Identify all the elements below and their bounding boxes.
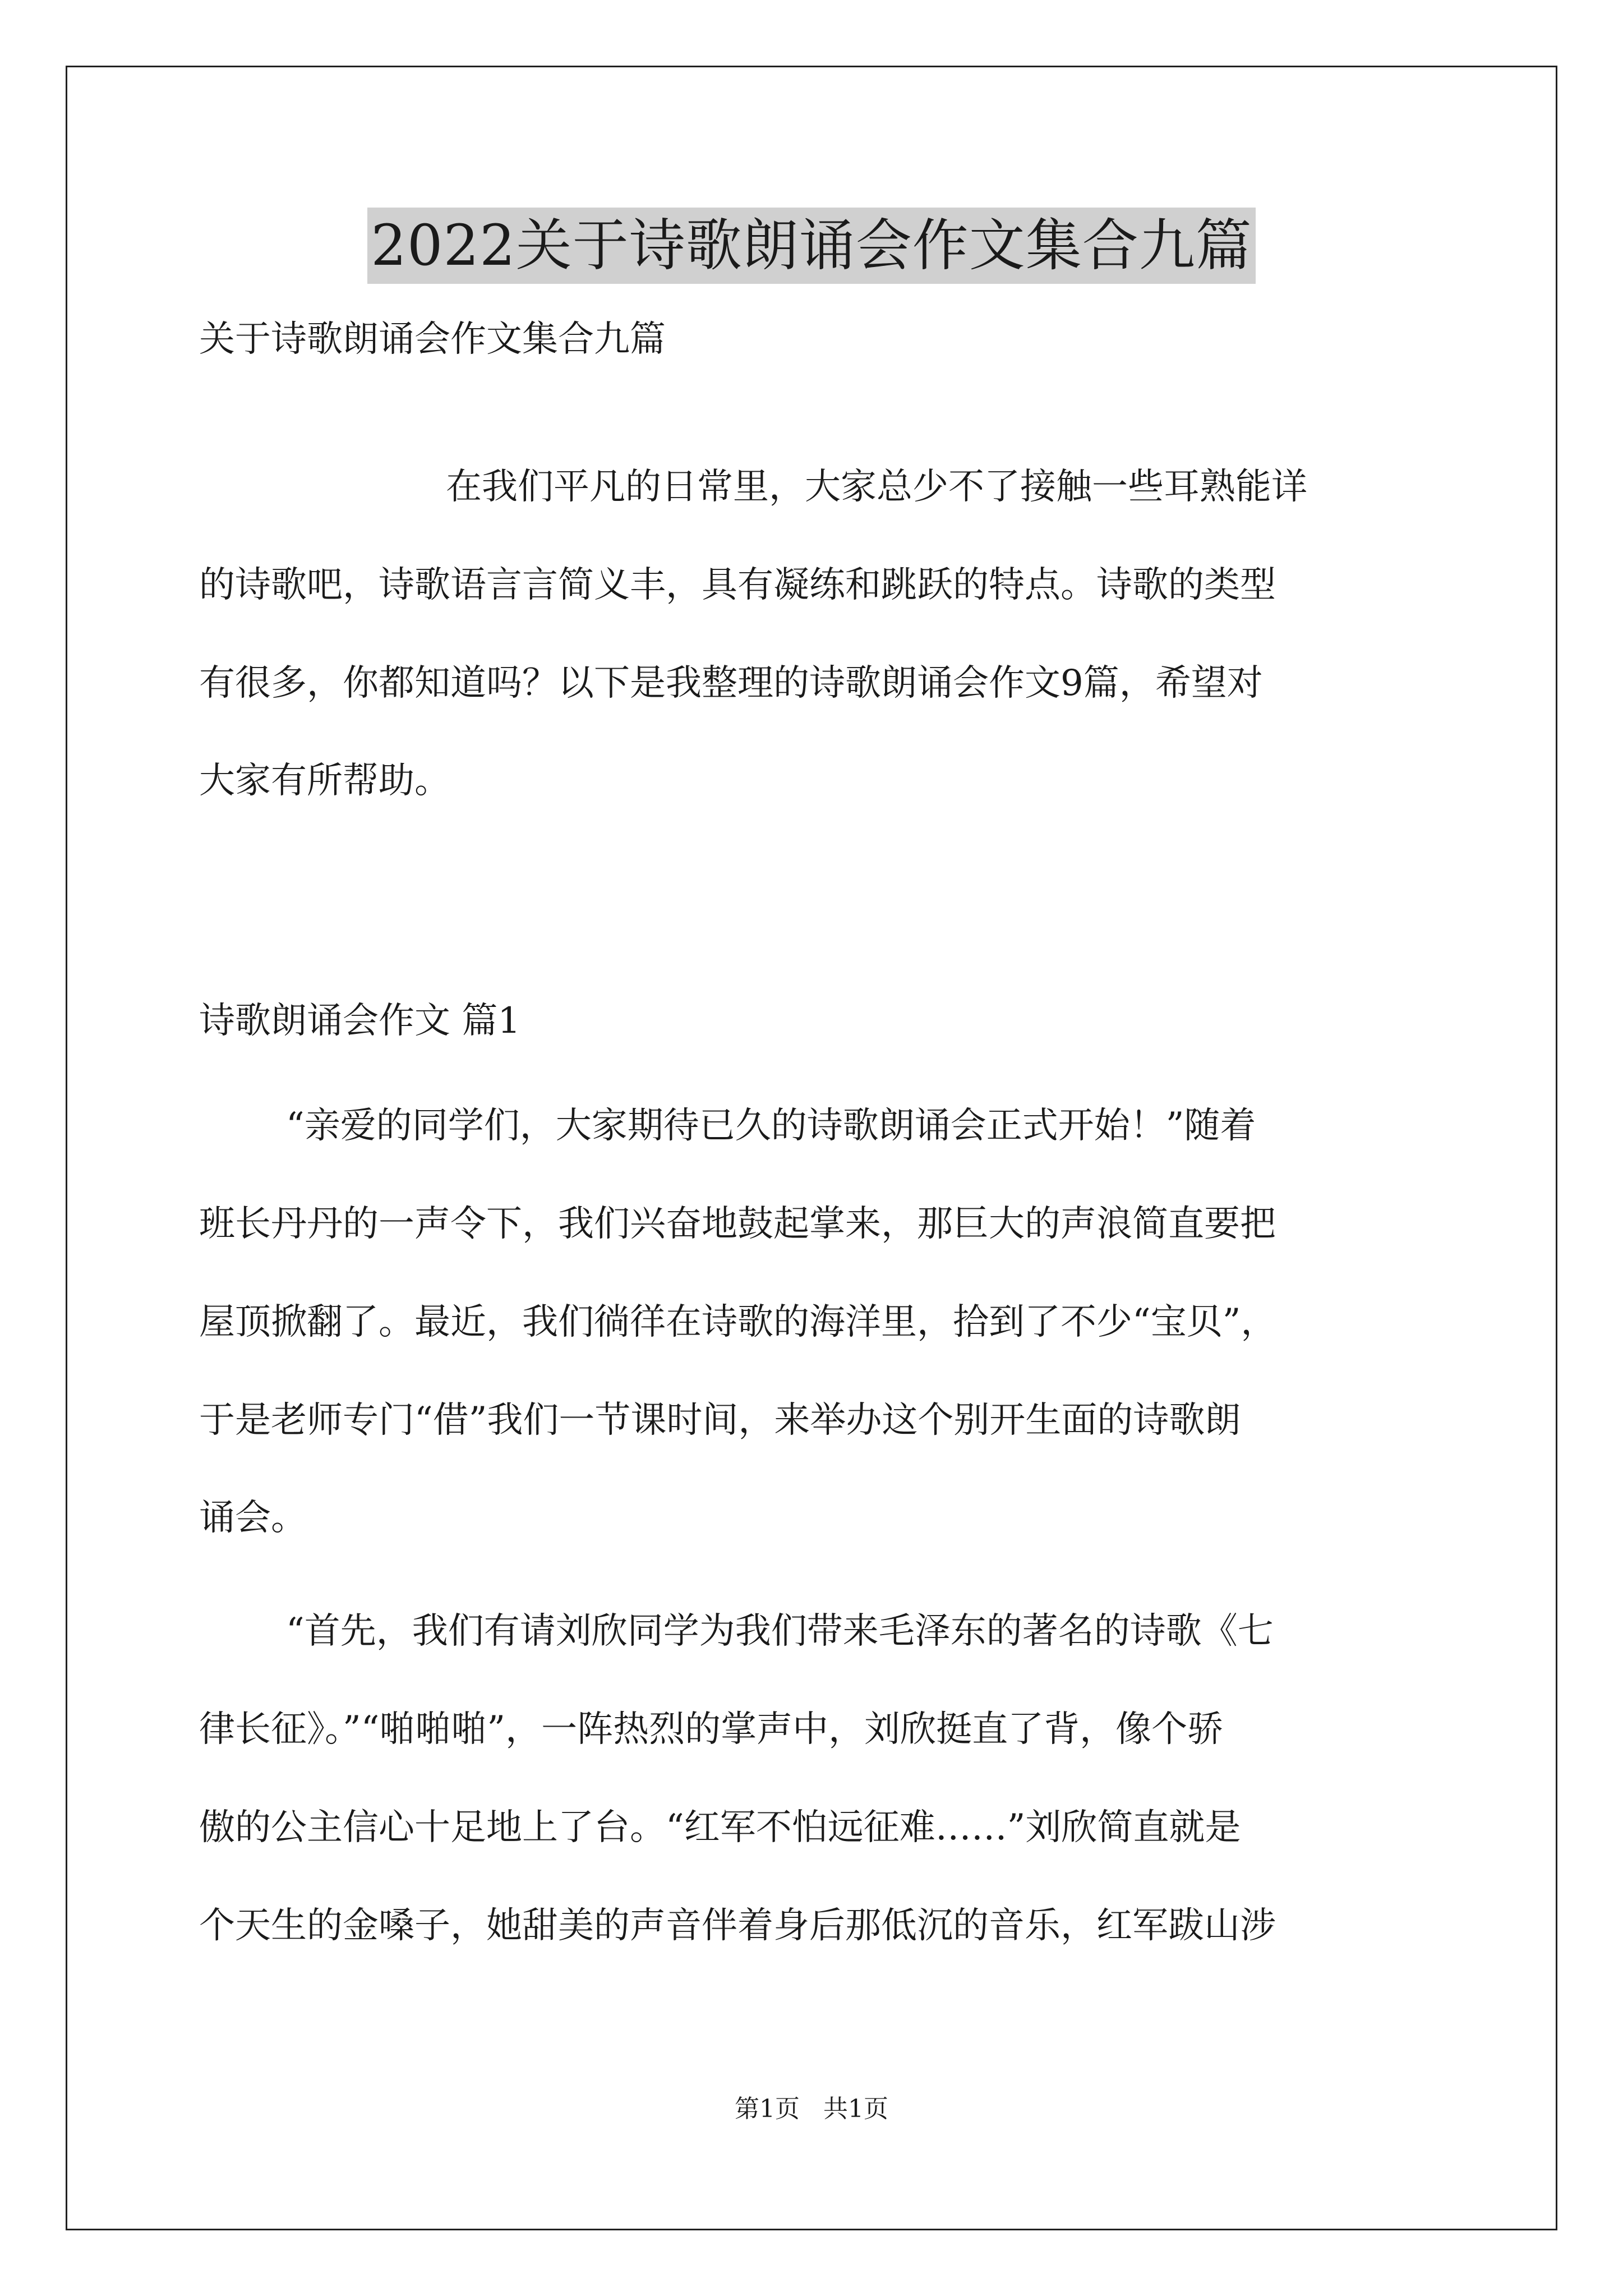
paragraph-line: 个天生的金嗓子，她甜美的声音伴着身后那低沉的音乐，红军跋山涉 [199, 1905, 1276, 1947]
document-subtitle: 关于诗歌朗诵会作文集合九篇 [199, 319, 666, 360]
paragraph-line: 于是老师专门“借”我们一节课时间，来举办这个别开生面的诗歌朗 [199, 1400, 1241, 1441]
paragraph-line: 班长丹丹的一声令下，我们兴奋地鼓起掌来，那巨大的声浪简直要把 [199, 1203, 1276, 1245]
title-container [0, 208, 1623, 284]
paragraph-line: 傲的公主信心十足地上了台。“红军不怕远征难……”刘欣简直就是 [199, 1807, 1241, 1848]
intro-line: 在我们平凡的日常里，大家总少不了接触一些耳熟能详 [446, 466, 1307, 508]
page-total: 共1页 [823, 2095, 888, 2123]
paragraph-line: 诵会。 [199, 1497, 307, 1539]
paragraph-line: 屋顶掀翻了。最近，我们徜徉在诗歌的海洋里，拾到了不少“宝贝”， [199, 1301, 1277, 1343]
document-title: 2022关于诗歌朗诵会作文集合九篇 [367, 208, 1256, 284]
intro-line: 有很多，你都知道吗？以下是我整理的诗歌朗诵会作文9篇，希望对 [199, 662, 1263, 704]
paragraph-line: “亲爱的同学们，大家期待已久的诗歌朗诵会正式开始！”随着 [286, 1105, 1256, 1147]
intro-line: 大家有所帮助。 [199, 760, 450, 802]
intro-line: 的诗歌吧，诗歌语言言简义丰，具有凝练和跳跃的特点。诗歌的类型 [199, 564, 1276, 606]
paragraph-line: 律长征》。”“啪啪啪”，一阵热烈的掌声中，刘欣挺直了背，像个骄 [199, 1709, 1224, 1750]
paragraph-line: “首先，我们有请刘欣同学为我们带来毛泽东的著名的诗歌《七 [286, 1611, 1274, 1652]
page-number: 第1页 [735, 2095, 800, 2123]
page-footer [0, 2092, 1623, 2126]
section-heading: 诗歌朗诵会作文 篇1 [199, 1000, 521, 1042]
